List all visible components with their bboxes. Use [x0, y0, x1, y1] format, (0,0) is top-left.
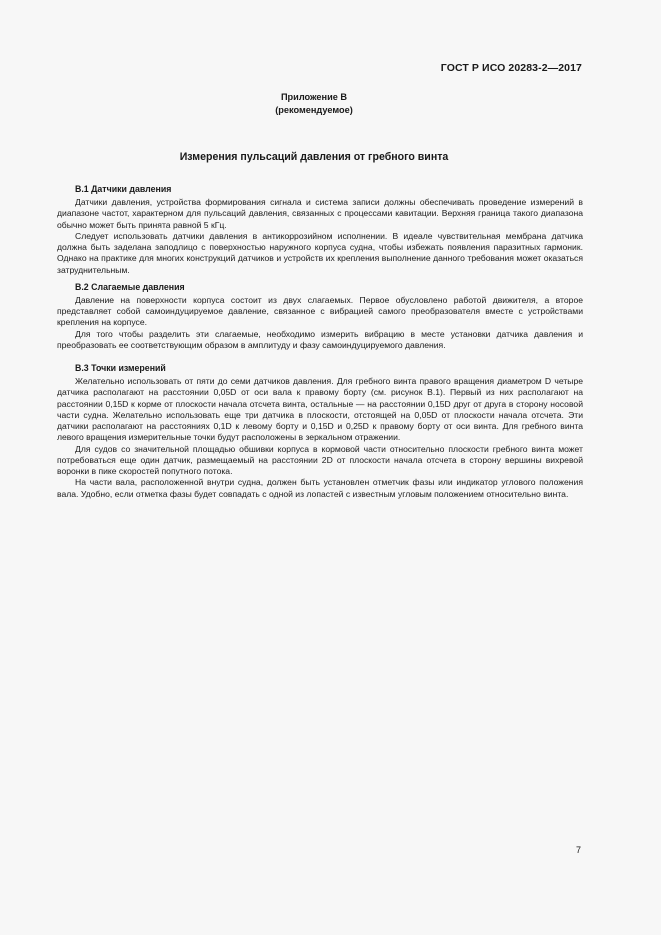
- appendix-subtitle: (рекомендуемое): [275, 105, 353, 115]
- section-b2: [57, 281, 583, 351]
- section-b3: [57, 362, 583, 500]
- paragraph: Датчики давления, устройства формирования сигнала и система записи должны обеспечивать проведение измерений в диапазоне частот, характерном для пульсаций давления, связанных с процессами кавитации. Верхняя граница такого диапазона обычно может быть принята равной 5 кГц.: [57, 197, 583, 230]
- document-body: [57, 183, 583, 505]
- paragraph: Следует использовать датчики давления в антикоррозийном исполнении. В идеале чувствительная мембрана датчика должна быть заделана заподлицо с поверхностью наружного корпуса судна, чтобы избежать появления паразитных гармоник. Однако на практике для многих конструкций датчиков и устройств их крепления выполнение данного требования может оказаться затруднительным.: [57, 230, 583, 275]
- appendix-heading: [0, 91, 628, 117]
- section-heading: В.3 Точки измерений: [75, 363, 166, 373]
- section-b1: [57, 183, 583, 276]
- paragraph: Для того чтобы разделить эти слагаемые, необходимо измерить вибрацию в месте установки датчика давления и преобразовать ее соответствующим образом в амплитуду и фазу самоиндуцируемого давления.: [57, 328, 583, 350]
- appendix-title: Приложение В: [280, 92, 348, 102]
- appendix-main-title: Измерения пульсаций давления от гребного винта: [179, 151, 449, 163]
- section-heading: В.1 Датчики давления: [75, 184, 172, 194]
- page-number: 7: [575, 845, 581, 855]
- document-id-header: ГОСТ Р ИСО 20283-2—2017: [440, 62, 582, 74]
- paragraph: Для судов со значительной площадью обшивки корпуса в кормовой части относительно плоскости гребного винта может потребоваться еще один датчик, размещаемый на расстоянии 2D от плоскости начала отсчета в сторону вершины вихревой воронки в пике скоростей попутного потока.: [57, 443, 583, 476]
- section-heading: В.2 Слагаемые давления: [75, 281, 185, 292]
- paragraph: Давление на поверхности корпуса состоит из двух слагаемых. Первое обусловлено работой движителя, а второе представляет собой самоиндуцируемое давление, связанное с вибрацией самого преобразователя вместе с устройствами крепления на корпусе.: [57, 294, 583, 328]
- paragraph: Желательно использовать от пяти до семи датчиков давления. Для гребного винта правого вращения диаметром D четыре датчика располагают на расстоянии 0,05D от оси вала к правому борту (см. рисунок В.1). Первый из них располагают на расстоянии 0,15D к корме от плоскости начала отсчета винта, остальные — на расстоянии 0,15D друг от друга в сторону носовой части судна. Желательно использовать еще три датчика в плоскости, отстоящей на 0,05D от плоскости начала отсчета. Эти датчики располагают на расстояниях 0,1D к левому борту и 0,15D и 0,25D к правому борту от оси винта. Для гребного винта левого вращения измерительные точки будут расположены в зеркальном отражении.: [57, 376, 583, 443]
- paragraph: На части вала, расположенной внутри судна, должен быть установлен отметчик фазы или индикатор углового положения вала. Удобно, если отметка фазы будет совпадать с одной из лопастей с известным угловым положением относительно винта.: [57, 477, 583, 499]
